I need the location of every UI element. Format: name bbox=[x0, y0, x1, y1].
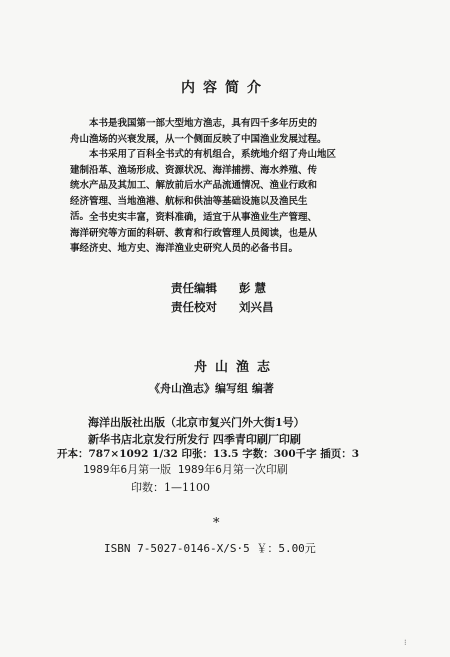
publisher-line: 海洋出版社出版（北京市复兴门外大街1号） bbox=[88, 416, 305, 429]
summary-line: 本书是我国第一部大型地方渔志，具有四千多年历史的 bbox=[89, 118, 318, 129]
print-run-line: 印数：1—1100 bbox=[131, 481, 210, 494]
summary-paragraph-2 bbox=[70, 210, 370, 257]
summary-line: 事经济史、地方史、海洋渔业史研究人员的必备书目。 bbox=[70, 243, 299, 254]
proofreader-credit bbox=[171, 298, 274, 317]
editor-name: 彭 慧 bbox=[239, 281, 267, 295]
format-line: 开本：787×1092 1/32 印张：13.5 字数：300千字 插页：3 bbox=[57, 448, 360, 460]
summary-paragraph-1 bbox=[70, 116, 370, 225]
editor-label: 责任编辑 bbox=[171, 281, 217, 295]
summary-line: 建制沿革、渔场形成、资源状况、海洋捕捞、海水养殖、传 bbox=[70, 164, 318, 176]
summary-line: 统水产品及其加工、解放前后水产品流通情况、渔业行政和 bbox=[70, 180, 318, 191]
compiler-line: 《舟山渔志》编写组 编著 bbox=[149, 382, 274, 395]
asterisk-mark: * bbox=[213, 516, 220, 531]
credits-block bbox=[171, 279, 274, 317]
summary-line: 经济管理、当地渔港、航标和供油等基础设施以及渔民生 bbox=[70, 195, 308, 207]
summary-line: 全书史实丰富，资料准确，适宜于从事渔业生产管理、 bbox=[89, 212, 318, 223]
summary-line: 舟山渔场的兴衰发展，从一个侧面反映了中国渔业发展过程。 bbox=[70, 133, 327, 145]
summary-line: 本书采用了百科全书式的有机组合，系统地介绍了舟山地区 bbox=[89, 149, 337, 160]
editor-credit bbox=[171, 279, 274, 298]
distribution-line: 新华书店北京发行所发行 四季青印刷厂印刷 bbox=[88, 433, 301, 446]
book-title: 舟山渔志 bbox=[194, 360, 279, 375]
summary-heading: 内容简介 bbox=[181, 80, 269, 96]
proofreader-label: 责任校对 bbox=[171, 300, 217, 314]
edition-line: 1989年6月第一版 1989年6月第一次印刷 bbox=[83, 463, 288, 476]
page-corner-mark: ⁝ bbox=[404, 638, 407, 647]
isbn-line: ISBN 7-5027-0146-X/S·5 ￥：5.00元 bbox=[104, 542, 316, 555]
proofreader-name: 刘兴昌 bbox=[239, 300, 274, 314]
summary-line: 海洋研究等方面的科研、教育和行政管理人员阅读，也是从 bbox=[70, 227, 318, 239]
summary-line: 活。 bbox=[70, 211, 90, 222]
